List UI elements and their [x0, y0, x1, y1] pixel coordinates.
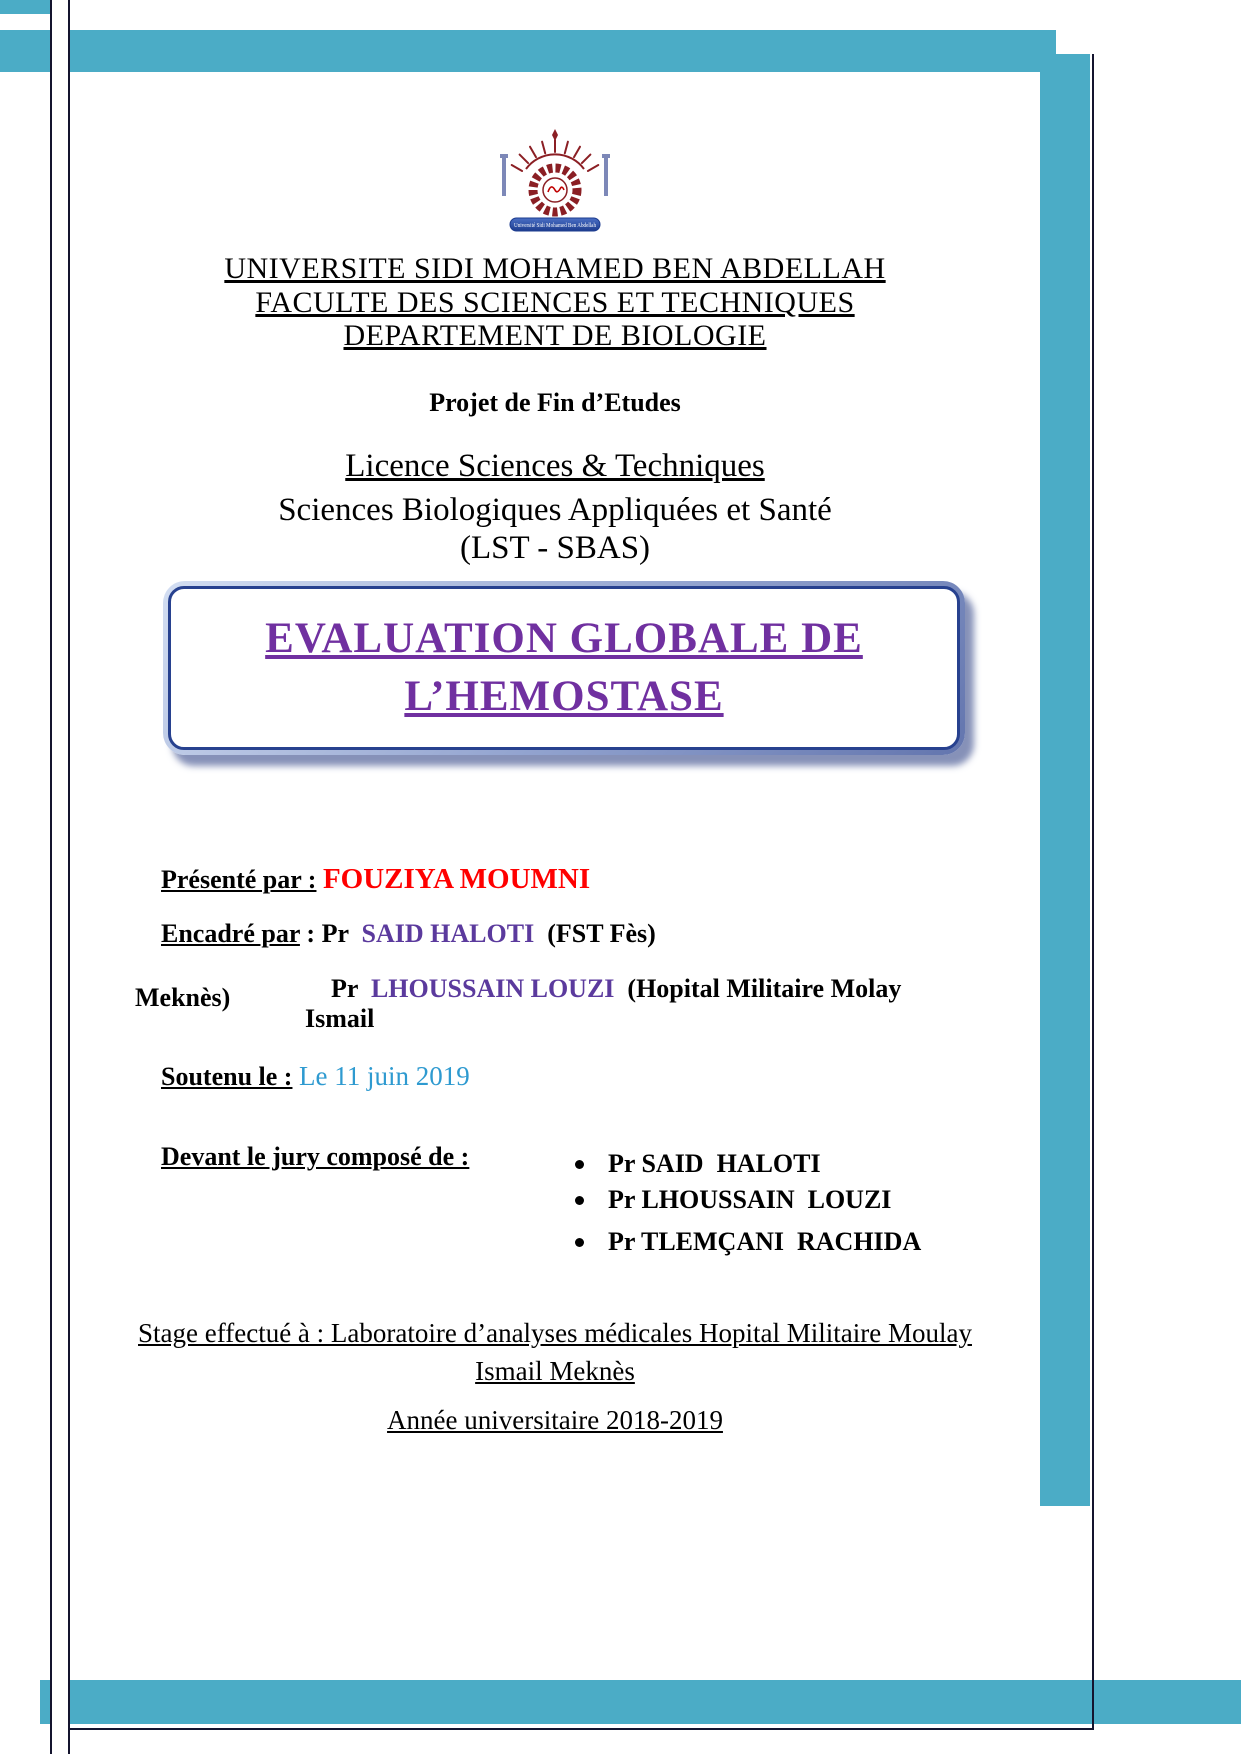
presented-by-label: Présenté par :: [161, 865, 317, 894]
border-left-line-outer: [50, 0, 52, 1754]
supervisor2-name: LHOUSSAIN LOUZI: [370, 974, 615, 1003]
university-logo: [135, 128, 975, 246]
jury-label: Devant le jury composé de :: [161, 1142, 470, 1171]
supervisor2-affiliation-continued: Meknès): [135, 983, 231, 1012]
project-type: Projet de Fin d’Etudes: [429, 388, 681, 417]
logo-banner-text: Université Sidi Mohamed Ben Abdellah: [514, 223, 596, 229]
jury-member: [575, 1227, 995, 1257]
border-bottom-line: [68, 1728, 1094, 1730]
document-title-line2: L’HEMOSTASE: [404, 673, 724, 720]
bullet-icon: [575, 1196, 584, 1205]
bullet-icon: [575, 1238, 584, 1247]
border-left-line-inner: [68, 0, 70, 1754]
title-box: [163, 581, 965, 755]
border-right-line: [1092, 54, 1094, 1730]
degree-abbreviation: (LST - SBAS): [459, 530, 651, 566]
supervisor1-prefix: Pr: [321, 919, 362, 948]
title-box-inner: [168, 586, 960, 750]
bullet-icon: [575, 1160, 584, 1169]
border-bottom-bar: [40, 1680, 1241, 1724]
document-title-line1: EVALUATION GLOBALE DE: [265, 615, 863, 662]
academic-year: Année universitaire 2018-2019: [387, 1405, 723, 1435]
speciality-name: Sciences Biologiques Appliquées et Santé: [278, 492, 832, 528]
jury-member: [575, 1149, 995, 1179]
supervisor1-affiliation: (FST Fès): [534, 919, 656, 948]
internship-location-line1: Stage effectué à : Laboratoire d’analyses médicales Hopital Militaire Moulay: [138, 1318, 972, 1348]
faculty-name: FACULTE DES SCIENCES ET TECHNIQUES: [255, 286, 855, 319]
border-left-gap: [52, 0, 68, 1754]
border-top-bar: [0, 30, 1056, 72]
supervisor2-affiliation: (Hopital Militaire Molay Ismail: [305, 974, 908, 1033]
supervised-by-label: Encadré par: [161, 919, 300, 948]
jury-member: [575, 1185, 995, 1215]
university-name: UNIVERSITE SIDI MOHAMED BEN ABDELLAH: [224, 252, 886, 285]
jury-member-name: Pr LHOUSSAIN LOUZI: [608, 1185, 892, 1214]
border-right-bar: [1040, 54, 1090, 1506]
jury-member-name: Pr TLEMÇANI RACHIDA: [608, 1227, 922, 1256]
jury-member-name: Pr SAID HALOTI: [608, 1149, 821, 1178]
supervised-by-separator: :: [299, 919, 322, 948]
student-name: FOUZIYA MOUMNI: [322, 863, 591, 895]
defense-date-label: Soutenu le :: [161, 1062, 293, 1091]
defense-date-line: [135, 1031, 975, 1122]
supervisor1-name: SAID HALOTI: [361, 919, 535, 948]
supervisor2-prefix: Pr: [331, 974, 371, 1003]
university-logo-graphic: [480, 128, 630, 246]
internship-location-line2: Ismail Meknès: [475, 1356, 635, 1386]
department-name: DEPARTEMENT DE BIOLOGIE: [343, 319, 767, 352]
degree-name: Licence Sciences & Techniques: [345, 448, 765, 484]
defense-date-value: Le 11 juin 2019: [298, 1061, 470, 1091]
